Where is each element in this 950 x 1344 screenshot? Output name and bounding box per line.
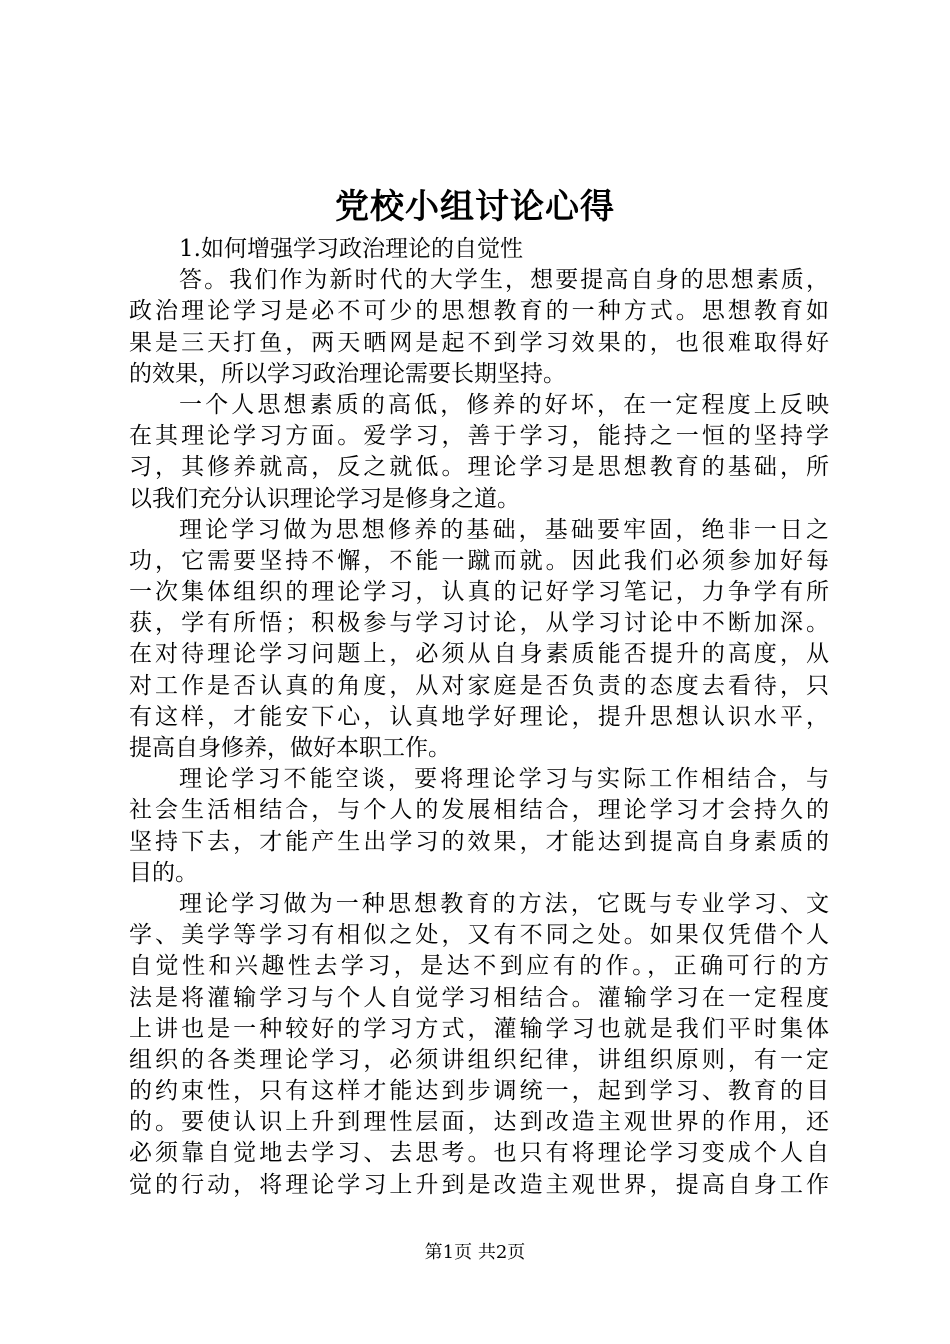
paragraph-line: 的约束性，只有这样才能达到步调统一，起到学习、教育的目: [129, 1078, 829, 1105]
paragraph-line: 提高自身修养，做好本职工作。: [129, 735, 451, 761]
paragraph-line: 法是将灌输学习与个人自觉学习相结合。灌输学习在一定程度: [129, 984, 829, 1011]
paragraph-line: 上讲也是一种较好的学习方式，灌输学习也就是我们平时集体: [129, 1015, 829, 1042]
paragraph-line: 的效果，所以学习政治理论需要长期坚持。: [129, 360, 566, 387]
paragraph-line: 理论学习做为一种思想教育的方法，它既与专业学习、文: [179, 890, 829, 917]
paragraph-line: 觉的行动，将理论学习上升到是改造主观世界，提高自身工作: [129, 1171, 829, 1198]
paragraph-line: 理论学习不能空谈，要将理论学习与实际工作相结合，与: [179, 766, 829, 793]
paragraph-line: 自觉性和兴趣性去学习，是达不到应有的作。，正确可行的方: [129, 953, 829, 980]
paragraph-line: 一次集体组织的理论学习，认真的记好学习笔记，力争学有所: [129, 579, 829, 606]
paragraph-line: 社会生活相结合，与个人的发展相结合，理论学习才会持久的: [129, 797, 829, 824]
paragraph-line: 理论学习做为思想修养的基础，基础要牢固，绝非一日之: [179, 516, 829, 543]
paragraph-line: 在其理论学习方面。爱学习，善于学习，能持之一恒的坚持学: [129, 423, 829, 450]
page-number-footer: 第1页 共2页: [424, 1242, 526, 1263]
section-heading: 1.如何增强学习政治理论的自觉性: [179, 236, 523, 262]
paragraph-line: 目的。: [129, 859, 198, 886]
paragraph-line: 答。我们作为新时代的大学生，想要提高自身的思想素质，: [179, 267, 829, 294]
paragraph-line: 政治理论学习是必不可少的思想教育的一种方式。思想教育如: [129, 298, 829, 325]
paragraph-line: 必须靠自觉地去学习、去思考。也只有将理论学习变成个人自: [129, 1140, 829, 1167]
paragraph-line: 在对待理论学习问题上，必须从自身素质能否提升的高度，从: [129, 641, 829, 668]
paragraph-line: 习，其修养就高，反之就低。理论学习是思想教育的基础，所: [129, 454, 829, 481]
paragraph-line: 以我们充分认识理论学习是修身之道。: [129, 485, 520, 512]
paragraph-line: 学、美学等学习有相似之处，又有不同之处。如果仅凭借个人: [129, 922, 829, 949]
document-body: [129, 234, 829, 1201]
paragraph-line: 一个人思想素质的高低，修养的好坏，在一定程度上反映: [179, 391, 829, 418]
paragraph-line: 获，学有所悟；积极参与学习讨论，从学习讨论中不断加深。: [129, 610, 829, 637]
paragraph-line: 坚持下去，才能产生出学习的效果，才能达到提高自身素质的: [129, 828, 829, 855]
paragraph-line: 对工作是否认真的角度，从对家庭是否负责的态度去看待，只: [129, 672, 829, 699]
paragraph-line: 果是三天打鱼，两天晒网是起不到学习效果的，也很难取得好: [129, 329, 829, 356]
document-title: 党校小组讨论心得: [335, 187, 615, 227]
paragraph-line: 组织的各类理论学习，必须讲组织纪律，讲组织原则，有一定: [129, 1046, 829, 1073]
paragraph-line: 有这样，才能安下心，认真地学好理论，提升思想认识水平，: [129, 703, 829, 730]
paragraph-line: 功，它需要坚持不懈，不能一蹴而就。因此我们必须参加好每: [129, 547, 829, 574]
paragraph-line: 的。要使认识上升到理性层面，达到改造主观世界的作用，还: [129, 1109, 829, 1136]
